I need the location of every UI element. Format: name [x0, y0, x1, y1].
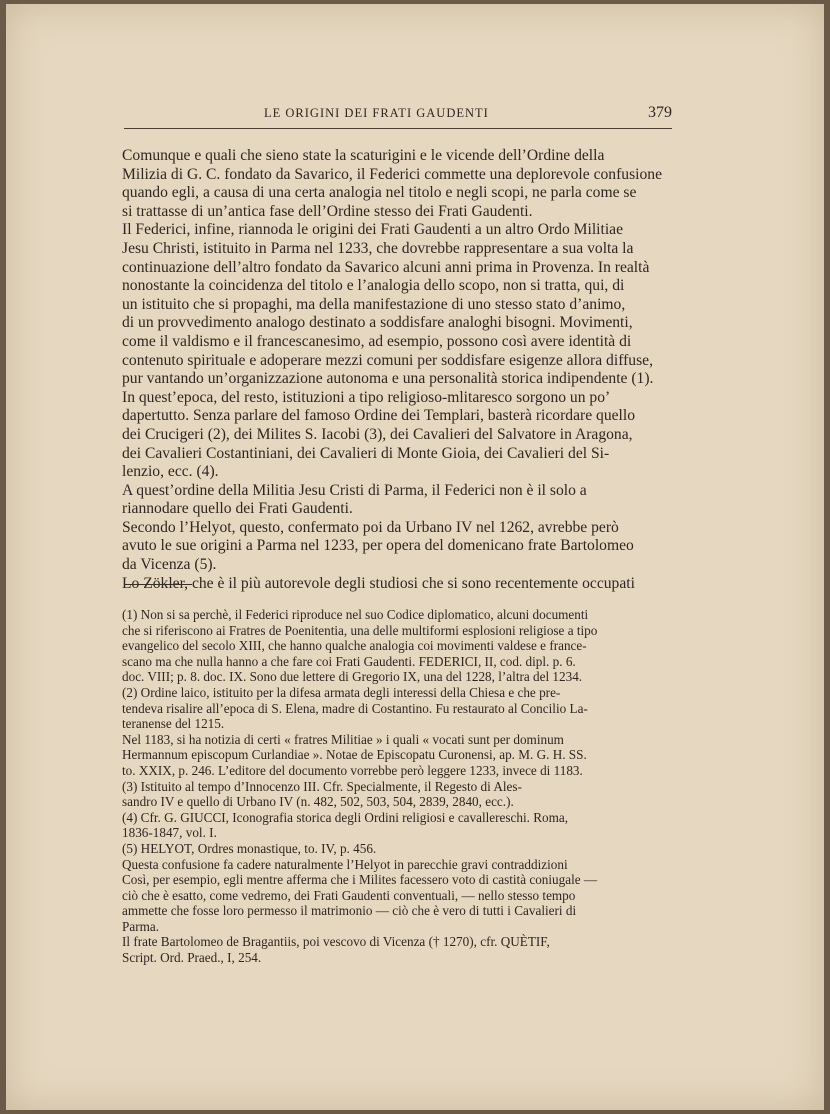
body-line: Il Federici, infine, riannoda le origini dei Frati Gaudenti a un altro Ordo Militiae [122, 221, 624, 239]
body-line: si trattasse di un’antica fase dell’Ordine stesso dei Frati Gaudenti. [122, 202, 533, 220]
footnote-line: 1836-1847, vol. I. [122, 825, 217, 841]
body-line: nonostante la coincidenza del titolo e l’analogia dello scopo, non si tratta, qui, di [122, 277, 625, 295]
footnote-line: Il frate Bartolomeo de Bragantiis, poi vescovo di Vicenza († 1270), cfr. QUÈTIF, [122, 934, 550, 950]
footnote-line: ciò che è esatto, come vedremo, dei Frati Gaudenti conventuali, — nello stesso tempo [122, 887, 576, 903]
body-line: continuazione dell’altro fondato da Savarico alcuni anni prima in Provenza. In realtà [122, 258, 650, 276]
body-line: pur vantando un’organizzazione autonoma e una personalità storica indipendente (1). [122, 370, 654, 388]
running-header [124, 104, 672, 129]
footnote-line: Hermannum episcopum Curlandiae ». Notae de Episcopatu Curonensi, ap. M. G. H. SS. [122, 747, 587, 763]
body-line: Jesu Christi, istituito in Parma nel 1233, che dovrebbe rappresentare a sua volta la [122, 239, 634, 257]
body-line: di un provvedimento analogo destinato a soddisfare analoghi bisogni. Movimenti, [122, 314, 633, 332]
body-line: dei Cavalieri Costantiniani, dei Cavalieri di Monte Gioia, dei Cavalieri del Si- [122, 444, 610, 462]
footnote-line: teranense del 1215. [122, 716, 225, 732]
body-line: quando egli, a causa di una certa analogia nel titolo e negli scopi, ne parla come se [122, 184, 637, 202]
body-line: Lo Zökler, che è il più autorevole degli studiosi che si sono recentemente occupati [122, 574, 635, 592]
body-line: riannodare quello dei Frati Gaudenti. [122, 500, 353, 518]
body-text [122, 147, 672, 593]
footnote-line: sandro IV e quello di Urbano IV (n. 482, 502, 503, 504, 2839, 2840, ecc.). [122, 794, 514, 810]
footnote-line: Nel 1183, si ha notizia di certi « fratres Militiae » i quali « vocati sunt per dominum [122, 731, 564, 747]
body-line: Secondo l’Helyot, questo, confermato poi da Urbano IV nel 1262, avrebbe però [122, 518, 619, 536]
page-number: 379 [648, 104, 672, 121]
footnote-line: (4) Cfr. G. GIUCCI, Iconografia storica degli Ordini religiosi e cavallereschi. Roma, [122, 809, 569, 825]
footnote-line: (3) Istituito al tempo d’Innocenzo III. Cfr. Specialmente, il Regesto di Ales- [122, 778, 522, 794]
footnote-line: tendeva risalire all’epoca di S. Elena, madre di Costantino. Fu restaurato al Concilio La- [122, 700, 588, 716]
body-line: A quest’ordine della Militia Jesu Cristi di Parma, il Federici non è il solo a [122, 481, 587, 499]
footnote-line: Così, per esempio, egli mentre afferma che i Milites facessero voto di castità coniugale — [122, 872, 598, 888]
footnote-divider [124, 584, 192, 585]
footnote-line: scano ma che nulla hanno a che fare coi Frati Gaudenti. FEDERICI, II, cod. dipl. p. 6. [122, 653, 576, 669]
body-line: da Vicenza (5). [122, 556, 217, 574]
footnote-line: doc. VIII; p. 8. doc. IX. Sono due lettere di Gregorio IX, una del 1228, l’altra del 1234. [122, 669, 583, 685]
book-page [6, 4, 824, 1110]
footnote-line: (5) HELYOT, Ordres monastique, to. IV, p. 456. [122, 840, 377, 856]
body-line: come il valdismo e il francescanesimo, ad esempio, possono così avere identità di [122, 332, 632, 350]
footnote-line: to. XXIX, p. 246. L’editore del documento vorrebbe però leggere 1233, invece di 1183. [122, 762, 583, 778]
body-line: Milizia di G. C. fondato da Savarico, il Federici commette una deplorevole confusione [122, 165, 662, 183]
footnote-line: Parma. [122, 918, 159, 934]
running-title: LE ORIGINI DEI FRATI GAUDENTI [264, 106, 489, 120]
footnotes [122, 607, 672, 966]
footnote-line: Script. Ord. Praed., I, 254. [122, 950, 262, 966]
footnote-line: Questa confusione fa cadere naturalmente l’Helyot in parecchie gravi contraddizioni [122, 856, 568, 872]
body-line: dapertutto. Senza parlare del famoso Ordine dei Templari, basterà ricordare quello [122, 407, 636, 425]
body-line: contenuto spirituale e adoperare mezzi comuni per soddisfare esigenze allora diffuse, [122, 351, 653, 369]
footnote-line: ammette che fosse loro permesso il matrimonio — ciò che è vero di tutti i Cavalieri di [122, 903, 577, 919]
body-line: un istituito che si propaghi, ma della manifestazione di uno stesso stato d’animo, [122, 295, 626, 313]
footnote-line: che si riferiscono ai Fratres de Poenitentia, una delle multiformi esplosioni religiose a tipo [122, 622, 598, 638]
footnote-line: evangelico del secolo XIII, che hanno qualche analogia coi movimenti valdese e france- [122, 638, 587, 654]
body-line: Comunque e quali che sieno state la scaturigini e le vicende dell’Ordine della [122, 147, 605, 164]
footnote-line: (2) Ordine laico, istituito per la difesa armata degli interessi della Chiesa e che pre- [122, 684, 561, 700]
body-line: lenzio, ecc. (4). [122, 463, 219, 481]
body-line: dei Crucigeri (2), dei Milites S. Iacobi (3), dei Cavalieri del Salvatore in Aragona, [122, 425, 633, 443]
body-line: In quest’epoca, del resto, istituzioni a tipo religioso-mlitaresco sorgono un po’ [122, 388, 611, 406]
footnote-line: (1) Non si sa perchè, il Federici riproduce nel suo Codice diplomatico, alcuni documenti [122, 607, 589, 622]
body-line: avuto le sue origini a Parma nel 1233, per opera del domenicano frate Bartolomeo [122, 537, 634, 555]
